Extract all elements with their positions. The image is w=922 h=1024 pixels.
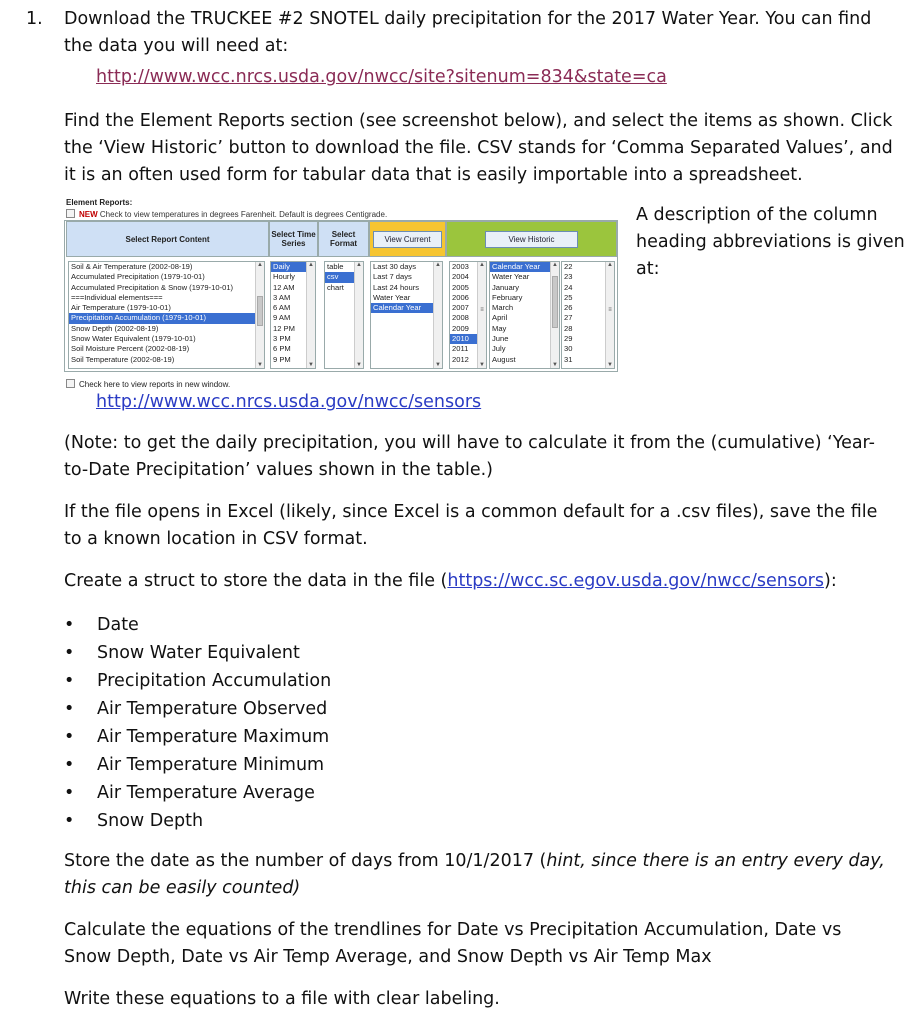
scroll-up-icon[interactable]: ▲: [552, 262, 558, 268]
new-window-option: [66, 379, 230, 389]
bullet-icon: •: [64, 615, 75, 635]
list-option[interactable]: Soil Moisture Percent (2002-08-19): [71, 344, 190, 354]
list-option[interactable]: Accumulated Precipitation (1979-10-01): [71, 272, 205, 282]
field-list-item: [64, 611, 331, 639]
list-option[interactable]: 12 AM: [273, 282, 295, 292]
scroll-middle-icon[interactable]: ≡: [480, 307, 484, 313]
list-option[interactable]: Snow Water Equivalent (1979-10-01): [71, 334, 196, 344]
field-label: Air Temperature Average: [97, 783, 315, 803]
find-paragraph: Find the Element Reports section (see screenshot below), and select the items as shown. Click the ‘View Historic’ button to download the file. CSV stands for ‘Comma Separated Values’, and it is an often used form for tabular data that is easily importable into a spreadsheet.: [64, 111, 893, 185]
list-option[interactable]: 9 PM: [273, 354, 291, 364]
view-current-cell: [369, 221, 446, 257]
bullet-icon: •: [64, 727, 75, 747]
scroll-down-icon[interactable]: ▼: [308, 362, 314, 368]
list-option[interactable]: 30: [564, 344, 573, 354]
scrollbar[interactable]: [354, 262, 363, 368]
list-option[interactable]: April: [492, 313, 508, 323]
bullet-icon: •: [64, 671, 75, 691]
struct-paragraph: [64, 568, 894, 595]
field-list: [64, 611, 331, 835]
list-option[interactable]: chart: [327, 282, 344, 292]
field-label: Air Temperature Maximum: [97, 727, 330, 747]
write-paragraph: Write these equations to a file with clear labeling.: [64, 989, 500, 1009]
list-option[interactable]: Calendar Year: [490, 262, 559, 272]
date-paragraph: [64, 848, 894, 902]
sensors-link[interactable]: http://www.wcc.nrcs.usda.gov/nwcc/sensors: [96, 392, 482, 412]
view-historic-cell: [446, 221, 617, 257]
list-option[interactable]: Hourly: [273, 272, 295, 282]
list-option[interactable]: 2010: [450, 334, 486, 344]
current-period-list[interactable]: [370, 261, 443, 369]
note-paragraph: (Note: to get the daily precipitation, you will have to calculate it from the (cumulative) ‘Year-to-Date Precipitation’ values shown in the table.): [64, 433, 875, 480]
bullet-icon: •: [64, 783, 75, 803]
scroll-up-icon[interactable]: ▲: [308, 262, 314, 268]
view-current-button[interactable]: View Current: [373, 231, 441, 248]
report-content-list[interactable]: [68, 261, 265, 369]
scrollbar[interactable]: [477, 262, 486, 368]
list-option[interactable]: 2012: [452, 354, 469, 364]
bullet-icon: •: [64, 755, 75, 775]
bullet-icon: •: [64, 643, 75, 663]
time-series-list[interactable]: [270, 261, 316, 369]
list-option[interactable]: csv: [325, 272, 363, 282]
list-option[interactable]: June: [492, 334, 509, 344]
field-label: Date: [97, 615, 139, 635]
list-option[interactable]: 23: [564, 272, 573, 282]
scroll-thumb[interactable]: [552, 276, 558, 328]
list-option[interactable]: 2006: [452, 292, 469, 302]
list-option[interactable]: 2004: [452, 272, 469, 282]
site-link[interactable]: http://www.wcc.nrcs.usda.gov/nwcc/site?sitenum=834&state=ca: [96, 67, 667, 87]
list-option[interactable]: Last 24 hours: [373, 282, 420, 292]
list-option[interactable]: 2007: [452, 303, 469, 313]
new-window-checkbox[interactable]: [66, 379, 75, 388]
scroll-down-icon[interactable]: ▼: [479, 362, 485, 368]
scrollbar[interactable]: [433, 262, 442, 368]
list-option[interactable]: 6 PM: [273, 344, 291, 354]
bullet-icon: •: [64, 811, 75, 831]
scroll-up-icon[interactable]: ▲: [356, 262, 362, 268]
list-option[interactable]: Soil Temperature (2002-08-19): [71, 354, 175, 364]
year-list[interactable]: [449, 261, 487, 369]
field-list-item: [64, 695, 331, 723]
list-option[interactable]: May: [492, 323, 507, 333]
field-list-item: [64, 723, 331, 751]
list-option[interactable]: Last 30 days: [373, 262, 417, 271]
list-option[interactable]: 25: [564, 292, 573, 302]
list-option[interactable]: Snow Depth (2002-08-19): [71, 323, 159, 333]
list-option[interactable]: 3 PM: [273, 334, 291, 344]
field-list-item: [64, 639, 331, 667]
view-historic-button[interactable]: View Historic: [485, 231, 577, 248]
list-option[interactable]: Water Year: [373, 292, 411, 302]
format-list[interactable]: [324, 261, 364, 369]
field-list-item: [64, 751, 331, 779]
field-label: Precipitation Accumulation: [97, 671, 332, 691]
list-option[interactable]: Calendar Year: [371, 303, 442, 313]
scroll-down-icon[interactable]: ▼: [257, 362, 263, 368]
list-option[interactable]: Soil & Air Temperature (2002-08-19): [71, 262, 193, 271]
list-option[interactable]: Precipitation Accumulation (1979-10-01): [69, 313, 264, 323]
site-link-line: [96, 64, 667, 91]
list-option[interactable]: 27: [564, 313, 573, 323]
list-option[interactable]: 9 AM: [273, 313, 291, 323]
scroll-down-icon[interactable]: ▼: [607, 362, 613, 368]
list-option[interactable]: 31: [564, 354, 573, 364]
list-option[interactable]: August: [492, 354, 516, 364]
list-option[interactable]: table: [327, 262, 344, 271]
list-option[interactable]: 2003: [452, 262, 469, 271]
field-label: Snow Water Equivalent: [97, 643, 300, 663]
scrollbar[interactable]: [306, 262, 315, 368]
scrollbar[interactable]: [550, 262, 559, 368]
struct-text: Create a struct to store the data in the file (: [64, 571, 448, 591]
abbreviations-description: A description of the column heading abbreviations is given at:: [636, 205, 905, 279]
list-option[interactable]: 22: [564, 262, 573, 271]
list-option[interactable]: February: [492, 292, 523, 302]
scroll-middle-icon[interactable]: ≡: [608, 307, 612, 313]
field-list-item: [64, 779, 331, 807]
field-label: Air Temperature Minimum: [97, 755, 325, 775]
list-option[interactable]: January: [492, 282, 520, 292]
fahrenheit-label: Check to view temperatures in degrees Farenheit. Default is degrees Centigrade.: [99, 210, 388, 219]
list-option[interactable]: 2008: [452, 313, 469, 323]
date-hint: hint, since there is an entry every day, this can be easily counted): [64, 851, 885, 898]
scroll-down-icon[interactable]: ▼: [435, 362, 441, 368]
struct-link[interactable]: https://wcc.sc.egov.usda.gov/nwcc/sensors: [447, 571, 824, 591]
fahrenheit-option: [66, 209, 387, 219]
intro-text: Download the TRUCKEE #2 SNOTEL daily precipitation for the 2017 Water Year. You can find the data you will need at:: [64, 9, 872, 56]
list-option[interactable]: July: [492, 344, 506, 354]
list-option[interactable]: ===Individual elements===: [71, 292, 163, 302]
list-option[interactable]: Daily: [271, 262, 315, 272]
list-option[interactable]: 29: [564, 334, 573, 344]
list-option[interactable]: 28: [564, 323, 573, 333]
date-text: Store the date as the number of days from 10/1/2017 (: [64, 851, 547, 871]
field-list-item: [64, 667, 331, 695]
list-option[interactable]: 3 AM: [273, 292, 291, 302]
new-badge: NEW: [79, 210, 98, 219]
scrollbar[interactable]: [605, 262, 614, 368]
historic-period-list[interactable]: [489, 261, 560, 369]
trendline-paragraph: Calculate the equations of the trendlines for Date vs Precipitation Accumulation, Date vs Snow Depth, Date vs Air Temp Average, and Snow Depth vs Air Temp Max: [64, 920, 842, 967]
time-series-header: Select Time Series: [269, 221, 318, 257]
list-option[interactable]: 26: [564, 303, 573, 313]
scroll-thumb[interactable]: [257, 296, 263, 326]
list-option[interactable]: Last 7 days: [373, 272, 412, 282]
item-number: 1.: [26, 9, 43, 29]
scroll-up-icon[interactable]: ▲: [607, 262, 613, 268]
fahrenheit-checkbox[interactable]: [66, 209, 75, 218]
element-reports-title: Element Reports:: [66, 198, 133, 207]
list-option[interactable]: 2005: [452, 282, 469, 292]
intro-paragraph: [64, 6, 894, 60]
excel-paragraph: If the file opens in Excel (likely, since Excel is a common default for a .csv files), save the file to a known location in CSV format.: [64, 502, 878, 549]
bullet-icon: •: [64, 699, 75, 719]
format-header: Select Format: [318, 221, 369, 257]
element-reports-screenshot: [64, 198, 620, 388]
scroll-down-icon[interactable]: ▼: [356, 362, 362, 368]
new-window-label: Check here to view reports in new window.: [79, 380, 231, 389]
report-content-header: Select Report Content: [66, 221, 269, 257]
scroll-up-icon[interactable]: ▲: [257, 262, 263, 268]
field-label: Snow Depth: [97, 811, 204, 831]
scroll-up-icon[interactable]: ▲: [479, 262, 485, 268]
list-option[interactable]: 24: [564, 282, 573, 292]
list-option[interactable]: Accumulated Precipitation & Snow (1979-10-01): [71, 282, 234, 292]
day-list[interactable]: [561, 261, 615, 369]
struct-text-end: ):: [824, 571, 837, 591]
list-option[interactable]: Water Year: [492, 272, 530, 282]
field-list-item: [64, 807, 331, 835]
list-option[interactable]: 6 AM: [273, 303, 291, 313]
list-option[interactable]: Air Temperature (1979-10-01): [71, 303, 171, 313]
sensors-link-line: [96, 389, 481, 416]
scroll-up-icon[interactable]: ▲: [435, 262, 441, 268]
list-option[interactable]: March: [492, 303, 514, 313]
list-option[interactable]: 2011: [452, 344, 469, 354]
list-option[interactable]: 12 PM: [273, 323, 295, 333]
list-option[interactable]: 2009: [452, 323, 469, 333]
scrollbar[interactable]: [255, 262, 264, 368]
scroll-down-icon[interactable]: ▼: [552, 362, 558, 368]
field-label: Air Temperature Observed: [97, 699, 328, 719]
